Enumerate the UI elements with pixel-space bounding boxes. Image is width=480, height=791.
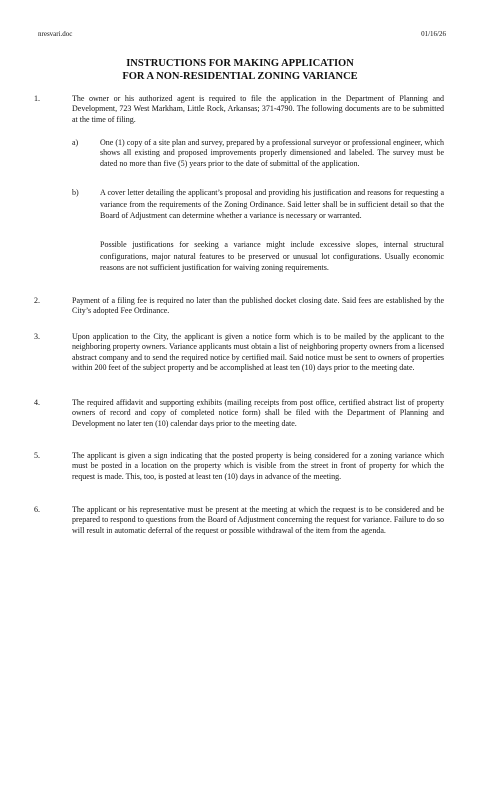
item-4-number: 4. xyxy=(34,398,40,407)
header-filename: nresvari.doc xyxy=(38,30,73,38)
header-date: 01/16/26 xyxy=(421,30,446,38)
item-1-number: 1. xyxy=(34,94,40,103)
item-6-number: 6. xyxy=(34,505,40,514)
item-1a-text: One (1) copy of a site plan and survey, prepared by a professional surveyor or professional engineer, which shows all existing and proposed improvements properly dimensioned and labeled. The survey must be dated no more than five (5) years prior to the date of submittal of the application. xyxy=(100,138,444,168)
item-1b-label: b) xyxy=(72,188,79,197)
item-2-text: Payment of a filing fee is required no later than the published docket closing date. Said fees are established by the City’s adopted Fee Ordinance. xyxy=(72,296,444,316)
item-6-text: The applicant or his representative must be present at the meeting at which the request is to be considered and be prepared to respond to questions from the Board of Adjustment concerning the request for variance. Failure to do so will result in automatic deferral of the request or possible withdrawal of the item from the agenda. xyxy=(72,505,444,535)
item-4-text: The required affidavit and supporting exhibits (mailing receipts from post office, certified abstract list of property owners of record and copy of completed notice form) shall be filed with the Department of Planning and Development no later ten (10) calendar days prior to the meeting date. xyxy=(72,398,444,428)
item-1b-justification: Possible justifications for seeking a variance might include excessive slopes, internal structural configurations, major natural features to be preserved or unusual lot configurations. Usually economic reasons are not sufficient justification for waiving zoning requirements. xyxy=(100,240,444,273)
item-5-number: 5. xyxy=(34,451,40,460)
item-1b-text: A cover letter detailing the applicant’s proposal and providing his justification and reasons for requesting a variance from the requirements of the Zoning Ordinance. Said letter shall be in sufficient detail so that the Board of Adjustment can determine whether a variance is necessary or warranted. xyxy=(100,188,444,221)
title-line-1: INSTRUCTIONS FOR MAKING APPLICATION xyxy=(126,58,354,69)
item-1a-label: a) xyxy=(72,138,79,147)
item-1-text: The owner or his authorized agent is required to file the application in the Department of Planning and Development, 723 West Markham, Little Rock, Arkansas; 371-4790. The following documents are to be submitted at the time of filing. xyxy=(72,94,444,124)
item-3-number: 3. xyxy=(34,332,40,341)
item-5-text: The applicant is given a sign indicating that the posted property is being considered for a zoning variance which must be posted in a location on the property which is visible from the street in front of property for which the request is made. This, too, is posted at least ten (10) days in advance of the meeting. xyxy=(72,451,444,481)
item-2-number: 2. xyxy=(34,296,40,305)
title-line-2: FOR A NON-RESIDENTIAL ZONING VARIANCE xyxy=(122,71,358,82)
item-3-text: Upon application to the City, the applicant is given a notice form which is to be mailed by the applicant to the neighboring property owners. Variance applicants must obtain a list of neighboring property owners from a licensed abstract company and to send the required notice by certified mail. Said notice must be sent to owners of properties within 200 feet of the subject property and be accomplished at least ten (10) days prior to the meeting date. xyxy=(72,332,444,373)
